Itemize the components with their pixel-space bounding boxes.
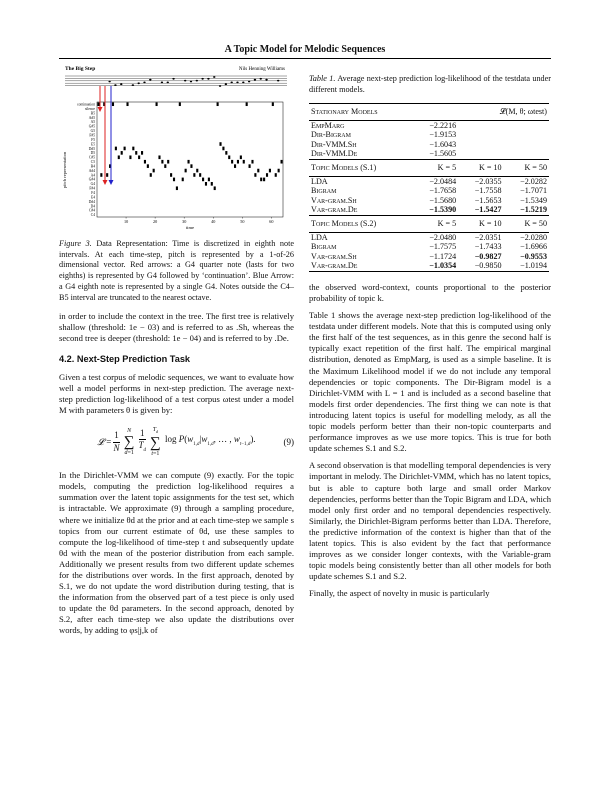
note-cell [112, 102, 114, 106]
table-cell [504, 140, 549, 150]
note-cell [158, 155, 160, 159]
pitch-label: G5 [90, 129, 95, 134]
table-value: −1.5653 [474, 195, 502, 205]
pitch-label: B5 [90, 111, 95, 116]
note-cell [257, 169, 259, 173]
right-paragraph-3: A second observation is that modelling temporal dependencies is very important in melody. The Dirichlet-VMM, which has no latent topics, but is able to capture both large and small order Markov dependencies, performs better than the Topic Bigram and LDA, which model only first order and no temporal dependencies respectively. Similarly, the Dirichlet-Bigram performs better than LDA. Therefore, the predictive information of the context is higher than that of the latent topics. This is also evident by the fact that performance improves as we consider longer contexts, with the Variable-gram topic models being consistently better than all other models for both update schemes S.1 and S.2. [309, 460, 551, 582]
table-value: −2.0480 [429, 232, 457, 242]
table-cell [458, 149, 503, 159]
pitch-label: G#4 [88, 177, 95, 182]
red-arrows [98, 86, 108, 185]
figure-caption-text: Data Representation: Time is discretized in eighth note intervals. At each time-step, pitch is represented by a 1-of-26 dimensional vector. Red arrows: a G4 quarter note (lasts for two eighths) is represented by G4 followed by ‘continuation’. Blue Arrow: a G4 eighth note is represented by a single G4. Notes outside the C4–B5 interval are truncated to the nearest octave. [59, 239, 294, 302]
staff-note-head [108, 81, 110, 83]
table-model-name: Bigram [311, 186, 337, 196]
table-value: −1.7558 [474, 186, 502, 196]
pitch-label: D#5 [88, 146, 95, 151]
table-group-header: Topic Models (S.1) [309, 159, 413, 176]
table-k-header: K = 50 [504, 159, 549, 176]
y-axis-label: pitch representation [62, 151, 67, 189]
table-value: −2.0280 [520, 232, 547, 242]
pitch-label: C4 [90, 213, 95, 218]
note-cell [132, 147, 134, 151]
note-cell [211, 182, 213, 186]
note-cell [280, 160, 282, 164]
table-model-name: LDA [311, 232, 328, 242]
staff-note-head [230, 82, 232, 84]
header-rule [59, 58, 551, 59]
note-cell [240, 155, 242, 159]
figure-caption [59, 239, 294, 303]
running-header: A Topic Model for Melodic Sequences [224, 44, 386, 55]
note-cell [187, 160, 189, 164]
table-value: −1.7071 [520, 186, 547, 196]
song-title: The Big Step [65, 66, 96, 72]
note-cell [228, 155, 230, 159]
note-cell [100, 173, 102, 177]
table-value: −0.9553 [520, 251, 547, 261]
staff-note-head [254, 79, 256, 81]
table-value: −1.6966 [520, 242, 547, 252]
piano-roll-figure [59, 62, 294, 234]
table-value: −1.5219 [520, 205, 547, 215]
staff-note-head [190, 81, 192, 83]
staff-note-head [201, 78, 203, 80]
pitch-label: D4 [90, 204, 95, 209]
note-cell [121, 151, 123, 155]
pitch-label: A#5 [88, 115, 95, 120]
staff-note-head [248, 81, 250, 83]
pitch-label: A#4 [88, 168, 95, 173]
note-cell [222, 147, 224, 151]
staff-note-head [213, 76, 215, 78]
note-cell [219, 142, 221, 146]
note-cell [170, 173, 172, 177]
x-tick-label: 50 [240, 219, 245, 224]
staff-note-head [277, 80, 279, 82]
pitch-label: G4 [90, 182, 95, 187]
left-column [59, 62, 294, 643]
table-cell [458, 140, 503, 150]
note-cell [161, 160, 163, 164]
figure-3 [59, 62, 294, 234]
note-cell [269, 169, 271, 173]
note-cell [266, 173, 268, 177]
note-cell [106, 173, 108, 177]
pitch-label: A4 [90, 173, 95, 178]
table-header-likelihood: 𝓛(M, θ; ωtest) [413, 104, 549, 121]
table-k-header: K = 10 [458, 215, 503, 232]
pitch-label: C#5 [89, 155, 95, 160]
note-cell [156, 102, 158, 106]
blue-arrow [109, 86, 114, 185]
table-model-name: Dir-Bigram [311, 130, 351, 140]
note-cell [193, 173, 195, 177]
note-cell [173, 178, 175, 182]
results-table [309, 103, 549, 272]
right-paragraph-4: Finally, the aspect of novelty in music is particularly [309, 588, 490, 599]
table-model-name: Var-gram.Sh [311, 251, 357, 261]
x-axis-ticks [124, 217, 274, 224]
staff-note-head [219, 85, 221, 87]
staff-note-head [172, 78, 174, 80]
table-value: −1.0194 [504, 261, 549, 271]
note-cell [138, 155, 140, 159]
table-cell [504, 130, 549, 140]
note-cell [243, 160, 245, 164]
note-cell [249, 164, 251, 168]
right-paragraph-2: Table 1 shows the average next-step prediction log-likelihood of the testdata under different models. Note that this is computed using only the first half of the test sequences, as in this genre the second half is typically exact repetition of the first half. The empirical marginal distribution, denoted as EmpMarg, is used as a simple baseline. It is the Maximum Likelihood model if we do not include any temporal dependencies or topic components. The Dir-Bigram model is a Dirichlet-VMM with L = 1 and is included as a second baseline that models first order dependencies. The first thing we can note is that introducing latent topics is useful for modelling melody, as all the topic models perform better than their non-topic counterparts and performance improves as we use more topics. This is true for both update schemes S.1 and S.2. [309, 310, 551, 454]
table-model-name: Dir-VMM.Sh [311, 139, 357, 149]
table-k-header: K = 5 [413, 215, 458, 232]
note-cell [251, 160, 253, 164]
note-cell [254, 173, 256, 177]
note-cell [164, 164, 166, 168]
table-model-name: Var-gram.De [311, 205, 358, 215]
pitch-label: A5 [90, 120, 95, 125]
note-cell [275, 173, 277, 177]
pitch-labels [77, 103, 95, 218]
note-cell [196, 169, 198, 173]
note-cell [150, 173, 152, 177]
note-cell [199, 173, 201, 177]
table-model-name: LDA [311, 176, 328, 186]
music-staff [65, 76, 287, 87]
right-paragraph-1: the observed word-context, counts proportional to the posterior probability of topic k. [309, 281, 551, 303]
note-cell [141, 151, 143, 155]
staff-note-head [260, 78, 262, 80]
table-value: −1.5680 [429, 195, 457, 205]
x-tick-label: 10 [123, 219, 129, 224]
staff-note-head [132, 84, 134, 86]
note-cell [272, 102, 274, 106]
pitch-label: E4 [91, 195, 95, 200]
staff-note-head [236, 82, 238, 84]
note-cell [129, 155, 131, 159]
staff-note-head [167, 82, 169, 84]
note-cell [246, 102, 248, 106]
table-k-header: K = 10 [458, 159, 503, 176]
pitch-label: continuation [77, 102, 95, 107]
table-value: −2.0351 [474, 232, 502, 242]
staff-note-head [196, 80, 198, 82]
staff-note-head [120, 83, 122, 85]
table-group-header: Topic Models (S.2) [309, 215, 413, 232]
note-cell [124, 147, 126, 151]
pitch-label: F#4 [89, 186, 95, 191]
x-axis-label: time [185, 225, 195, 230]
pitch-label: B4 [90, 164, 95, 169]
table-cell [458, 130, 503, 140]
staff-note-head [161, 82, 163, 84]
table-header-stationary: Stationary Models [309, 104, 413, 121]
note-cell [97, 102, 99, 106]
pitch-label: D5 [90, 151, 95, 156]
pitch-label: F4 [91, 191, 95, 195]
note-cell [118, 155, 120, 159]
note-cell [185, 169, 187, 173]
table-k-header: K = 50 [504, 215, 549, 232]
pitch-label: C5 [90, 160, 95, 165]
note-cell [214, 186, 216, 190]
table-value: −1.5427 [474, 205, 502, 215]
note-cell [217, 102, 219, 106]
staff-note-head [265, 79, 267, 81]
piano-roll-frame [97, 102, 283, 217]
x-tick-label: 40 [211, 219, 216, 224]
table-value: −0.9827 [474, 251, 502, 261]
table-value: −1.5349 [520, 195, 547, 205]
piano-roll-notes [97, 102, 282, 190]
note-cell [225, 151, 227, 155]
note-cell [115, 147, 117, 151]
table-model-name: Dir-VMM.De [311, 149, 358, 159]
staff-note-head [143, 82, 145, 84]
table-value: −2.2216 [429, 120, 457, 130]
pitch-label: silence [85, 106, 95, 111]
note-cell [278, 169, 280, 173]
right-column [309, 62, 551, 605]
note-cell [231, 160, 233, 164]
note-cell [167, 160, 169, 164]
note-cell [144, 160, 146, 164]
figure-caption-label: Figure 3. [59, 239, 92, 248]
staff-note-head [242, 82, 244, 84]
table-value: −1.7433 [474, 242, 502, 252]
note-cell [202, 178, 204, 182]
note-cell [182, 178, 184, 182]
note-cell [208, 178, 210, 182]
table-k-header: K = 5 [413, 159, 458, 176]
note-cell [147, 164, 149, 168]
pitch-label: E5 [91, 142, 95, 147]
note-cell [237, 160, 239, 164]
section-heading: 4.2. Next-Step Prediction Task [59, 353, 191, 364]
staff-note-head [225, 83, 227, 85]
note-cell [179, 102, 181, 106]
table-caption-label: Table 1. [309, 74, 336, 83]
note-cell [135, 151, 137, 155]
staff-note-head [137, 82, 139, 84]
left-paragraph-3: In the Dirichlet-VMM we can compute (9) exactly. For the topic models, computing the prediction log-likelihood requires a summation over the latent topic assignments for the test set, which is intractable. We approximate (9) through a sampling procedure, where we initialize θd at the prior and at each time-step we sample s topics from our current estimate of θd, use these samples to compute the log-likelihood of time-step t and subsequently update θd with the mean of the posterior distribution from each sample. Additionally we present results from two different update schemes for the distributions over words. In the first approach, denoted by S.1, we do not update the word distribution during testing, that is the information from the observed part of a test piece is only used to update the θd parameters. In the second approach, denoted by S.2, after each time-step we also update the distributions over words, by adding to φs|j,k of [59, 470, 294, 636]
table-value: −1.6043 [429, 139, 457, 149]
staff-note-head [114, 84, 116, 86]
x-tick-label: 20 [153, 219, 158, 224]
table-value: −1.5390 [429, 205, 457, 215]
table-value: −2.0484 [429, 176, 457, 186]
table-value: −2.0355 [474, 176, 502, 186]
table-value: −1.1724 [429, 251, 457, 261]
pitch-label: D#4 [88, 199, 95, 204]
table-caption-text: Average next-step prediction log-likelihood of the testdata under different models. [309, 74, 551, 94]
note-cell [153, 169, 155, 173]
table-value: −1.9153 [429, 130, 457, 140]
pitch-label: G#5 [88, 124, 95, 129]
table-value: −1.5605 [429, 149, 457, 159]
table-value: −1.7575 [429, 242, 457, 252]
pitch-label: C#4 [89, 208, 95, 213]
staff-note-head [184, 80, 186, 82]
table-cell [504, 149, 549, 159]
staff-note-head [207, 78, 209, 80]
x-tick-label: 30 [182, 219, 187, 224]
equation-9: 𝓛 = $\frac{1}{N}$ N ∑ d=1 $\frac{1}{T_d}$ $T_d$ ∑ t=1 $\log P(w_{1,d}|w_{1,d}$, … , $w_{t-1,d}$). (9) [97, 426, 294, 458]
table-value: −0.9850 [458, 261, 503, 271]
pitch-label: F#5 [89, 133, 95, 138]
note-cell [260, 178, 262, 182]
table-model-name: EmpMarg [311, 120, 345, 130]
note-cell [126, 102, 128, 106]
equation-number: (9) [283, 436, 294, 447]
x-tick-label: 60 [269, 219, 274, 224]
note-cell [205, 182, 207, 186]
left-paragraph-1: in order to include the context in the tree. The first tree is relatively shallow (threshold: 1e − 03) and is referred to as .Sh, whereas the second tree is deeper (threshold: 1e − 04) and is referred to by .De. [59, 311, 294, 344]
table-value: −1.7658 [429, 186, 457, 196]
table-value: −1.0354 [413, 261, 458, 271]
note-cell [176, 186, 178, 190]
left-paragraph-2: Given a test corpus of melodic sequences, we want to evaluate how well a model performs in next-step prediction. The average next-step prediction log-likelihood of a test corpus ωtest under a model M with parameters θ is given by: [59, 371, 294, 415]
staff-note-head [149, 79, 151, 81]
table-cell [458, 120, 503, 130]
table-caption [309, 74, 551, 95]
table-model-name: Var-gram.De [309, 261, 413, 271]
note-cell [190, 164, 192, 168]
table-value: −2.0282 [520, 176, 547, 186]
pitch-label: F5 [91, 137, 95, 142]
note-cell [234, 164, 236, 168]
table-model-name: Bigram [311, 242, 337, 252]
song-composer: Nils Henning Williams [238, 67, 285, 72]
table-cell [504, 120, 549, 130]
table-model-name: Var-gram.Sh [311, 195, 357, 205]
note-cell [263, 178, 265, 182]
